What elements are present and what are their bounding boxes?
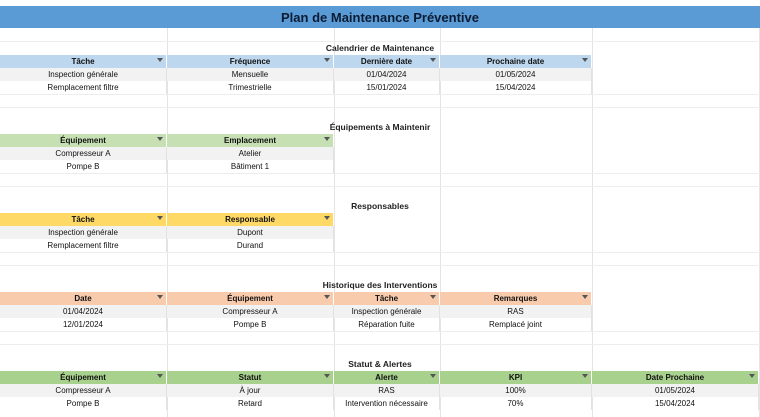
- calendar-header-next-date[interactable]: [440, 55, 592, 68]
- calendar-header-last-date[interactable]: [334, 55, 440, 68]
- table-cell[interactable]: 15/04/2024: [440, 81, 592, 94]
- history-header-date[interactable]: [0, 292, 167, 305]
- equipment-header-equipment[interactable]: [0, 134, 167, 147]
- filter-dropdown-icon[interactable]: [582, 374, 588, 378]
- filter-dropdown-icon[interactable]: [157, 295, 163, 299]
- table-cell[interactable]: 70%: [440, 397, 592, 410]
- responsables-section-title[interactable]: Responsables: [351, 201, 409, 211]
- grid-line: [0, 252, 760, 253]
- table-cell[interactable]: Dupont: [167, 226, 334, 239]
- filter-dropdown-icon[interactable]: [324, 295, 330, 299]
- table-cell[interactable]: 01/04/2024: [0, 305, 167, 318]
- equipment-header-row: [0, 134, 334, 147]
- header-label: Dernière date: [360, 57, 413, 66]
- header-label: Emplacement: [223, 136, 277, 145]
- calendar-section-title[interactable]: Calendrier de Maintenance: [325, 43, 435, 53]
- table-row: [0, 68, 592, 81]
- status-header-equipment[interactable]: [0, 371, 167, 384]
- filter-dropdown-icon[interactable]: [430, 374, 436, 378]
- table-cell[interactable]: RAS: [334, 384, 440, 397]
- header-label: Date: [74, 294, 92, 303]
- table-cell[interactable]: 15/04/2024: [592, 397, 759, 410]
- grid-line: [0, 331, 760, 332]
- filter-dropdown-icon[interactable]: [157, 374, 163, 378]
- table-cell[interactable]: Compresseur A: [167, 305, 334, 318]
- table-row: [0, 160, 334, 173]
- table-cell[interactable]: Atelier: [167, 147, 334, 160]
- table-cell[interactable]: Inspection générale: [0, 226, 167, 239]
- grid-line: [0, 107, 760, 108]
- sheet-title[interactable]: Plan de Maintenance Préventive: [0, 6, 760, 28]
- grid-line: [0, 344, 760, 345]
- table-row: [0, 81, 592, 94]
- equipment-header-location[interactable]: [167, 134, 334, 147]
- table-cell[interactable]: Compresseur A: [0, 147, 167, 160]
- table-cell[interactable]: 12/01/2024: [0, 318, 167, 331]
- table-cell[interactable]: Retard: [167, 397, 334, 410]
- calendar-header-task[interactable]: [0, 55, 167, 68]
- status-header-row: [0, 371, 759, 384]
- table-cell[interactable]: Inspection générale: [334, 305, 440, 318]
- table-cell[interactable]: Remplacement filtre: [0, 81, 167, 94]
- filter-dropdown-icon[interactable]: [582, 295, 588, 299]
- grid-line: [0, 186, 760, 187]
- filter-dropdown-icon[interactable]: [324, 374, 330, 378]
- header-label: KPI: [508, 373, 523, 382]
- equipment-section-title[interactable]: Équipements à Maintenir: [329, 122, 431, 132]
- header-label: Tâche: [71, 57, 95, 66]
- table-cell[interactable]: RAS: [440, 305, 592, 318]
- table-cell[interactable]: Pompe B: [167, 318, 334, 331]
- filter-dropdown-icon[interactable]: [582, 58, 588, 62]
- header-label: Remarques: [493, 294, 538, 303]
- responsables-header-task[interactable]: [0, 213, 167, 226]
- history-header-remarks[interactable]: [440, 292, 592, 305]
- header-label: Date Prochaine: [645, 373, 705, 382]
- header-label: Équipement: [60, 373, 106, 382]
- grid-line: [0, 173, 760, 174]
- table-row: [0, 318, 592, 331]
- filter-dropdown-icon[interactable]: [157, 216, 163, 220]
- history-header-equipment[interactable]: [167, 292, 334, 305]
- responsables-header-person[interactable]: [167, 213, 334, 226]
- table-row: [0, 239, 334, 252]
- grid-line: [0, 94, 760, 95]
- table-cell[interactable]: Compresseur A: [0, 384, 167, 397]
- header-label: Fréquence: [229, 57, 271, 66]
- table-row: [0, 147, 334, 160]
- status-header-alert[interactable]: [334, 371, 440, 384]
- calendar-header-row: [0, 55, 592, 68]
- filter-dropdown-icon[interactable]: [324, 58, 330, 62]
- header-label: Alerte: [375, 373, 398, 382]
- header-label: Prochaine date: [486, 57, 545, 66]
- header-label: Tâche: [71, 215, 95, 224]
- filter-dropdown-icon[interactable]: [749, 374, 755, 378]
- status-header-status[interactable]: [167, 371, 334, 384]
- calendar-header-frequency[interactable]: [167, 55, 334, 68]
- table-row: [0, 384, 759, 397]
- history-header-row: [0, 292, 592, 305]
- history-section-title[interactable]: Historique des Interventions: [322, 280, 438, 290]
- table-cell[interactable]: 01/04/2024: [334, 68, 440, 81]
- filter-dropdown-icon[interactable]: [430, 58, 436, 62]
- table-cell[interactable]: Mensuelle: [167, 68, 334, 81]
- table-cell[interactable]: 01/05/2024: [592, 384, 759, 397]
- status-header-next-date[interactable]: [592, 371, 759, 384]
- header-label: Statut: [238, 373, 262, 382]
- filter-dropdown-icon[interactable]: [324, 216, 330, 220]
- table-row: [0, 226, 334, 239]
- table-cell[interactable]: 100%: [440, 384, 592, 397]
- table-cell[interactable]: Pompe B: [0, 160, 167, 173]
- history-header-task[interactable]: [334, 292, 440, 305]
- table-cell[interactable]: Durand: [167, 239, 334, 252]
- table-cell[interactable]: Remplacement filtre: [0, 239, 167, 252]
- filter-dropdown-icon[interactable]: [430, 295, 436, 299]
- table-cell[interactable]: 01/05/2024: [440, 68, 592, 81]
- header-label: Responsable: [225, 215, 275, 224]
- table-cell[interactable]: À jour: [167, 384, 334, 397]
- table-cell[interactable]: Bâtiment 1: [167, 160, 334, 173]
- filter-dropdown-icon[interactable]: [157, 137, 163, 141]
- table-cell[interactable]: Trimestrielle: [167, 81, 334, 94]
- header-label: Équipement: [60, 136, 106, 145]
- table-cell[interactable]: Intervention nécessaire: [334, 397, 440, 410]
- table-cell[interactable]: Inspection générale: [0, 68, 167, 81]
- filter-dropdown-icon[interactable]: [324, 137, 330, 141]
- responsables-header-row: [0, 213, 334, 226]
- status-section-title[interactable]: Statut & Alertes: [348, 359, 412, 369]
- status-header-kpi[interactable]: [440, 371, 592, 384]
- table-cell[interactable]: Remplacé joint: [440, 318, 592, 331]
- filter-dropdown-icon[interactable]: [157, 58, 163, 62]
- table-row: [0, 305, 592, 318]
- table-cell[interactable]: 15/01/2024: [334, 81, 440, 94]
- header-label: Équipement: [227, 294, 273, 303]
- header-label: Tâche: [374, 294, 399, 303]
- table-row: [0, 397, 759, 410]
- table-cell[interactable]: Réparation fuite: [334, 318, 440, 331]
- grid-line: [0, 265, 760, 266]
- table-cell[interactable]: Pompe B: [0, 397, 167, 410]
